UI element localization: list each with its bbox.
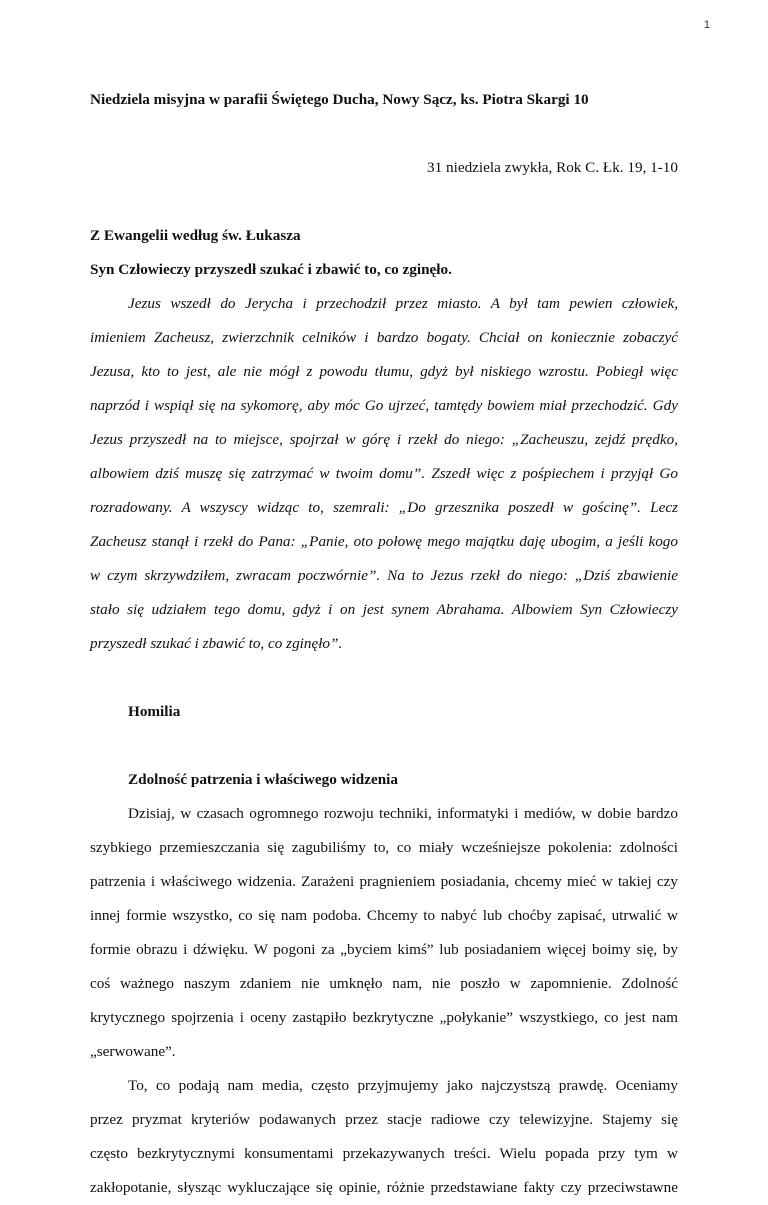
gospel-line: Zacheusz stanął i rzekł do Pana: „Panie, oto połowę mego majątku daję ubogim, a jeśli kogo <box>90 533 678 550</box>
paragraph-line: formie obrazu i dźwięku. W pogoni za „byciem kimś” lub posiadaniem więcej boimy się, by <box>90 941 678 958</box>
gospel-line: Jezus wszedł do Jerycha i przechodził przez miasto. A był tam pewien człowiek, <box>128 295 678 312</box>
paragraph-line: zakłopotanie, słysząc wykluczające się opinie, różnie przedstawiane fakty czy przeciwstawne <box>90 1179 678 1196</box>
paragraph-line: „serwowane”. <box>90 1043 176 1060</box>
paragraph-line: krytycznego spojrzenia i oceny zastąpiło bezkrytyczne „połykanie” wszystkiego, co jest nam <box>90 1009 678 1026</box>
gospel-heading: Z Ewangelii według św. Łukasza <box>90 227 301 244</box>
gospel-line: przyszedł szukać i zbawić to, co zginęło”. <box>90 635 343 652</box>
paragraph-line: często bezkrytycznymi konsumentami przekazywanych treści. Wielu popada przy tym w <box>90 1145 678 1162</box>
spacer <box>90 729 678 763</box>
homily-paragraph-1 <box>90 797 678 1069</box>
spacer <box>90 661 678 695</box>
spacer <box>90 185 678 219</box>
gospel-line: stało się udziałem tego domu, gdyż i on jest synem Abrahama. Albowiem Syn Człowieczy <box>90 601 678 618</box>
document-body <box>90 83 678 1205</box>
gospel-line: w czym skrzywdziłem, zwracam poczwórnie”. Na to Jezus rzekł do niego: „Dziś zbawienie <box>90 567 678 584</box>
paragraph-line: Dzisiaj, w czasach ogromnego rozwoju techniki, informatyki i mediów, w dobie bardzo <box>128 805 678 822</box>
paragraph-line: szybkiego przemieszczania się zagubiliśmy to, co miały wcześniejsze pokolenia: zdolności <box>90 839 678 856</box>
gospel-line: rozradowany. A wszyscy widząc to, szemrali: „Do grzesznika poszedł w gościnę”. Lecz <box>90 499 678 516</box>
gospel-line: Jezusa, kto to jest, ale nie mógł z powodu tłumu, gdyż był niskiego wzrostu. Pobiegł więc <box>90 363 678 380</box>
homily-paragraph-2 <box>90 1069 678 1205</box>
gospel-text <box>90 287 678 661</box>
document-title: Niedziela misyjna w parafii Świętego Ducha, Nowy Sącz, ks. Piotra Skargi 10 <box>90 91 589 108</box>
paragraph-line: To, co podają nam media, często przyjmujemy jako najczystszą prawdę. Oceniamy <box>128 1077 678 1094</box>
gospel-line: imieniem Zacheusz, zwierzchnik celników i bardzo bogaty. Chciał on koniecznie zobaczyć <box>90 329 678 346</box>
paragraph-line: innej formie wszystko, co się nam podoba. Chcemy to nabyć lub choćby zapisać, utrwalić w <box>90 907 678 924</box>
gospel-line: albowiem dziś muszę się zatrzymać w twoim domu”. Zszedł więc z pośpiechem i przyjął Go <box>90 465 678 482</box>
gospel-subtitle: Syn Człowieczy przyszedł szukać i zbawić to, co zginęło. <box>90 261 452 278</box>
section-title: Zdolność patrzenia i właściwego widzenia <box>128 771 398 788</box>
homily-heading: Homilia <box>128 703 181 720</box>
paragraph-line: patrzenia i właściwego widzenia. Zarażeni pragnieniem posiadania, chcemy mieć w takiej czy <box>90 873 678 890</box>
liturgy-reference: 31 niedziela zwykła, Rok C. Łk. 19, 1-10 <box>427 159 678 176</box>
gospel-line: Jezus przyszedł na to miejsce, spojrzał w górę i rzekł do niego: „Zacheuszu, zejdź prędko, <box>90 431 678 448</box>
gospel-line: naprzód i wspiął się na sykomorę, aby móc Go ujrzeć, tamtędy bowiem miał przechodzić. Gdy <box>90 397 678 414</box>
page-number: 1 <box>703 19 710 31</box>
paragraph-line: coś ważnego naszym zdaniem nie umknęło nam, nie poszło w zapomnienie. Zdolność <box>90 975 678 992</box>
spacer <box>90 117 678 151</box>
paragraph-line: przez pryzmat kryteriów podawanych przez stacje radiowe czy telewizyjne. Stajemy się <box>90 1111 678 1128</box>
